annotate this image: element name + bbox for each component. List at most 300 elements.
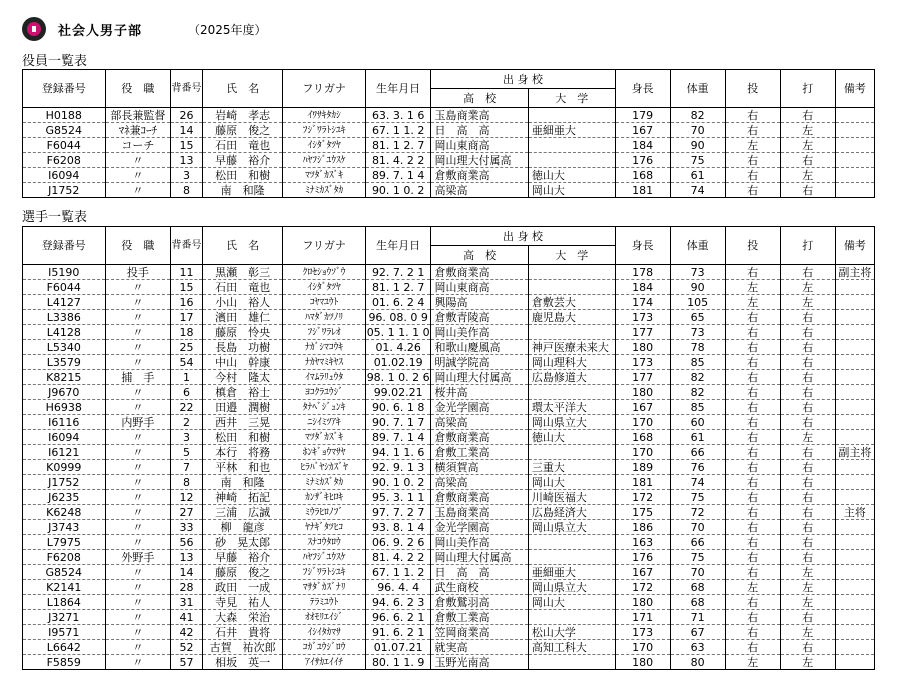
uniform-number: 26 <box>171 108 203 123</box>
note <box>835 168 874 183</box>
weight: 105 <box>670 295 725 310</box>
reg-number: G8524 <box>23 123 106 138</box>
col-university: 大 学 <box>528 89 615 108</box>
bats: 左 <box>780 580 835 595</box>
reg-number: K2141 <box>23 580 106 595</box>
note <box>835 565 874 580</box>
high-school: 倉敷工業高 <box>431 445 528 460</box>
weight: 82 <box>670 370 725 385</box>
height: 178 <box>615 265 670 280</box>
high-school: 玉野光南高 <box>431 655 528 670</box>
throws: 右 <box>725 370 780 385</box>
role: 部長兼監督 <box>105 108 171 123</box>
kana: ﾐﾅﾐｶｽﾞﾀｶ <box>283 475 366 490</box>
throws: 左 <box>725 280 780 295</box>
kana: ｲｼｲﾀｶﾏｻ <box>283 625 366 640</box>
role: 〃 <box>105 610 171 625</box>
weight: 66 <box>670 445 725 460</box>
role: 〃 <box>105 490 171 505</box>
weight: 70 <box>670 123 725 138</box>
reg-number: F5859 <box>23 655 106 670</box>
height: 179 <box>615 108 670 123</box>
table-row <box>23 460 875 475</box>
name: 岩崎 孝志 <box>202 108 282 123</box>
note <box>835 475 874 490</box>
uniform-number: 13 <box>171 550 203 565</box>
height: 184 <box>615 280 670 295</box>
high-school: 桜井高 <box>431 385 528 400</box>
birth-date: 05. 1 1. 1 0 <box>366 325 430 339</box>
uniform-number: 2 <box>171 415 203 430</box>
birth-date: 81. 1 2. 7 <box>365 280 431 295</box>
throws: 右 <box>725 168 780 183</box>
bats: 右 <box>780 265 835 280</box>
weight: 70 <box>670 520 725 535</box>
kana: ﾎﾝｷﾞｮｳﾏｻﾔ <box>283 445 366 460</box>
name: 中山 幹康 <box>202 355 282 370</box>
university: 環太平洋大 <box>528 400 615 415</box>
note <box>835 385 874 400</box>
kana: ﾅｶﾔﾏﾐｷﾔｽ <box>283 355 366 370</box>
kana: ﾌｼﾞﾜﾗﾄｼﾕｷ <box>283 123 366 138</box>
col-kana: フリガナ <box>283 227 366 265</box>
birth-date: 01. 6. 2 4 <box>365 295 431 310</box>
uniform-number: 5 <box>171 445 203 460</box>
kana: ﾏﾂﾀﾞｶｽﾞｷ <box>283 430 366 445</box>
note <box>835 310 874 325</box>
uniform-number: 3 <box>171 430 203 445</box>
reg-number: F6208 <box>23 550 106 565</box>
uniform-number: 33 <box>171 520 203 535</box>
university: 徳山大 <box>528 430 615 445</box>
throws: 右 <box>725 490 780 505</box>
bats: 右 <box>780 505 835 520</box>
uniform-number: 1 <box>171 370 203 385</box>
high-school: 岡山理大付属高 <box>431 370 528 385</box>
col-reg-number: 登録番号 <box>23 70 106 108</box>
reg-number: J3743 <box>23 520 106 535</box>
uniform-number: 3 <box>171 168 203 183</box>
bats: 右 <box>780 385 835 400</box>
role: 〃 <box>105 625 171 640</box>
university <box>528 550 615 565</box>
throws: 右 <box>725 153 780 168</box>
col-kana: フリガナ <box>283 70 366 108</box>
officers-table <box>22 69 875 198</box>
uniform-number: 6 <box>171 385 203 400</box>
height: 186 <box>615 520 670 535</box>
table-row <box>23 520 875 535</box>
throws: 右 <box>725 550 780 565</box>
name: 西井 三晃 <box>202 415 282 430</box>
officers-section-title: 役員一覧表 <box>22 54 88 69</box>
name: 松田 和樹 <box>202 168 282 183</box>
throws: 右 <box>725 340 780 355</box>
birth-date: 01. 4.26 <box>365 340 431 355</box>
kana: ｲｼﾀﾞﾀﾂﾔ <box>283 138 366 153</box>
high-school: 明誠学院高 <box>431 355 528 370</box>
high-school: 岡山理大付属高 <box>431 153 528 168</box>
col-birth-date: 生年月日 <box>365 227 431 265</box>
name: 本行 将務 <box>202 445 282 460</box>
kana: ﾃﾗﾐﾕｳﾄ <box>283 595 366 610</box>
birth-date: 96. 6. 2 1 <box>365 610 431 625</box>
kana: ｲﾏﾑﾗﾘｭｳﾀ <box>283 370 366 385</box>
university: 広島修道大 <box>528 370 615 385</box>
name: 三浦 広誠 <box>202 505 282 520</box>
high-school: 倉敷工業高 <box>431 610 528 625</box>
note <box>835 400 874 415</box>
note <box>835 415 874 430</box>
bats: 左 <box>780 595 835 610</box>
note <box>835 520 874 535</box>
kana: ｺﾔﾏﾕｳﾄ <box>283 295 366 310</box>
height: 181 <box>615 475 670 490</box>
height: 170 <box>615 445 670 460</box>
weight: 71 <box>670 610 725 625</box>
throws: 左 <box>725 295 780 310</box>
throws: 右 <box>725 535 780 550</box>
high-school: 高梁高 <box>431 415 528 430</box>
name: 小山 裕人 <box>202 295 282 310</box>
reg-number: I6094 <box>23 430 106 445</box>
weight: 68 <box>670 580 725 595</box>
name: 柳 龍彦 <box>202 520 282 535</box>
note: 副主将 <box>835 265 874 280</box>
col-bats: 打 <box>780 227 835 265</box>
col-role: 役 職 <box>105 227 171 265</box>
reg-number: L7975 <box>23 535 106 550</box>
uniform-number: 18 <box>171 325 203 340</box>
high-school: 金光学園高 <box>431 520 528 535</box>
kana: ﾀﾅﾍﾞｼﾞｭﾝｷ <box>283 400 366 415</box>
high-school: 高梁高 <box>431 183 528 198</box>
height: 170 <box>615 415 670 430</box>
weight: 63 <box>670 640 725 655</box>
reg-number: L4127 <box>23 295 106 310</box>
university: 三重大 <box>528 460 615 475</box>
name: 砂 晃太郎 <box>202 535 282 550</box>
note <box>835 580 874 595</box>
kana: ｽﾅｺｳﾀﾛｳ <box>283 535 366 550</box>
note <box>835 355 874 370</box>
col-reg-number: 登録番号 <box>23 227 106 265</box>
name: 石井 貴将 <box>202 625 282 640</box>
kana: ｶﾝｻﾞｷﾋﾛｷ <box>283 490 366 505</box>
weight: 74 <box>670 475 725 490</box>
weight: 78 <box>670 340 725 355</box>
birth-date: 89. 7. 1 4 <box>365 430 431 445</box>
uniform-number: 8 <box>171 183 203 198</box>
table-row <box>23 535 875 550</box>
col-throws: 投 <box>725 227 780 265</box>
reg-number: F6044 <box>23 280 106 295</box>
kana: ﾌｼﾞﾜﾗﾚｵ <box>283 325 366 340</box>
table-row <box>23 310 875 325</box>
bats: 左 <box>780 430 835 445</box>
reg-number: J3271 <box>23 610 106 625</box>
bats: 右 <box>780 153 835 168</box>
role: 〃 <box>105 655 171 670</box>
table-row <box>23 625 875 640</box>
throws: 右 <box>725 108 780 123</box>
high-school: 日 高 高 <box>431 565 528 580</box>
height: 170 <box>615 640 670 655</box>
birth-date: 98. 1 0. 2 6 <box>366 370 430 384</box>
role: 外野手 <box>105 550 171 565</box>
kana: ﾋﾗﾊﾞﾔｼｶｽﾞﾔ <box>283 460 366 475</box>
name: 早藤 裕介 <box>202 550 282 565</box>
height: 180 <box>615 340 670 355</box>
reg-number: I6094 <box>23 168 106 183</box>
bats: 左 <box>780 138 835 153</box>
throws: 右 <box>725 310 780 325</box>
table-row <box>23 430 875 445</box>
note <box>835 123 874 138</box>
weight: 75 <box>670 550 725 565</box>
name: 大森 栄治 <box>202 610 282 625</box>
uniform-number: 25 <box>171 340 203 355</box>
note <box>835 340 874 355</box>
high-school: 興陽高 <box>431 295 528 310</box>
birth-date: 92. 9. 1 3 <box>365 460 431 475</box>
bats: 左 <box>780 123 835 138</box>
university: 岡山大 <box>528 475 615 490</box>
bats: 右 <box>780 640 835 655</box>
university <box>528 325 615 340</box>
note <box>835 153 874 168</box>
birth-date: 01.02.19 <box>365 355 431 370</box>
university <box>528 108 615 123</box>
high-school: 高梁高 <box>431 475 528 490</box>
high-school: 倉敷商業高 <box>431 265 528 280</box>
col-name: 氏 名 <box>202 227 282 265</box>
table-row <box>23 183 875 198</box>
birth-date: 96. 4. 4 <box>365 580 431 595</box>
col-weight: 体重 <box>670 70 725 108</box>
university <box>528 445 615 460</box>
page-header <box>22 14 267 44</box>
height: 189 <box>615 460 670 475</box>
bats: 右 <box>780 108 835 123</box>
col-high-school: 高 校 <box>431 89 528 108</box>
note <box>835 655 874 670</box>
birth-date: 81. 1 2. 7 <box>365 138 431 153</box>
uniform-number: 7 <box>171 460 203 475</box>
reg-number: I9571 <box>23 625 106 640</box>
high-school: 岡山東商高 <box>431 138 528 153</box>
birth-date: 90. 1 0. 2 <box>365 475 431 490</box>
birth-date: 67. 1 1. 2 <box>365 565 431 580</box>
reg-number: H6938 <box>23 400 106 415</box>
season-year: （2025年度） <box>188 22 267 37</box>
table-row <box>23 280 875 295</box>
note <box>835 138 874 153</box>
table-row <box>23 415 875 430</box>
table-row <box>23 490 875 505</box>
throws: 右 <box>725 595 780 610</box>
note <box>835 325 874 340</box>
note <box>835 490 874 505</box>
name: 神崎 拓記 <box>202 490 282 505</box>
high-school: 岡山東商高 <box>431 280 528 295</box>
high-school: 玉島商業高 <box>431 108 528 123</box>
university: 松山大学 <box>528 625 615 640</box>
birth-date: 81. 4. 2 2 <box>365 153 431 168</box>
university: 神戸医療未来大 <box>528 340 615 355</box>
role: 〃 <box>105 595 171 610</box>
table-row <box>23 400 875 415</box>
col-high-school: 高 校 <box>431 246 528 265</box>
birth-date: 90. 7. 1 7 <box>365 415 431 430</box>
weight: 66 <box>670 535 725 550</box>
page-title: 社会人男子部 <box>58 23 143 39</box>
birth-date: 93. 8. 1 4 <box>365 520 431 535</box>
university: 倉敷芸大 <box>528 295 615 310</box>
table-row <box>23 340 875 355</box>
height: 176 <box>615 153 670 168</box>
bats: 右 <box>780 445 835 460</box>
reg-number: F6044 <box>23 138 106 153</box>
reg-number: J6235 <box>23 490 106 505</box>
reg-number: H0188 <box>23 108 106 123</box>
university: 亜細亜大 <box>528 123 615 138</box>
height: 181 <box>615 183 670 198</box>
bats: 右 <box>780 415 835 430</box>
weight: 60 <box>670 415 725 430</box>
high-school: 玉島商業高 <box>431 505 528 520</box>
kana: ﾏｻﾀﾞｶｽﾞﾅﾘ <box>283 580 366 595</box>
kana: ｸﾛｾｼｮｳｿﾞｳ <box>283 265 366 280</box>
name: 石田 竜也 <box>202 280 282 295</box>
uniform-number: 41 <box>171 610 203 625</box>
weight: 67 <box>670 625 725 640</box>
weight: 90 <box>670 138 725 153</box>
throws: 右 <box>725 610 780 625</box>
table-row <box>23 640 875 655</box>
col-uniform-number: 背番号 <box>171 227 203 265</box>
throws: 右 <box>725 640 780 655</box>
height: 174 <box>615 295 670 310</box>
bats: 右 <box>780 520 835 535</box>
col-birth-date: 生年月日 <box>365 70 431 108</box>
high-school: 和歌山慶風高 <box>431 340 528 355</box>
bats: 右 <box>780 340 835 355</box>
high-school: 岡山美作高 <box>431 325 528 340</box>
table-row <box>23 168 875 183</box>
team-logo-icon <box>22 17 46 41</box>
throws: 右 <box>725 445 780 460</box>
uniform-number: 14 <box>171 565 203 580</box>
role: 〃 <box>105 153 171 168</box>
kana: ｱｲｻｶｴｲｲﾁ <box>283 655 366 670</box>
reg-number: K0999 <box>23 460 106 475</box>
col-height: 身長 <box>615 227 670 265</box>
university: 高知工科大 <box>528 640 615 655</box>
university: 川崎医福大 <box>528 490 615 505</box>
name: 藤原 俊之 <box>202 123 282 138</box>
table-row <box>23 445 875 460</box>
uniform-number: 28 <box>171 580 203 595</box>
reg-number: L6642 <box>23 640 106 655</box>
weight: 65 <box>670 310 725 325</box>
high-school: 岡山理大付属高 <box>431 550 528 565</box>
university: 鹿児島大 <box>528 310 615 325</box>
name: 政田 一成 <box>202 580 282 595</box>
table-row <box>23 565 875 580</box>
kana: ｺｶﾞﾕｳｼﾞﾛｳ <box>283 640 366 655</box>
reg-number: K8215 <box>23 370 106 385</box>
note <box>835 460 874 475</box>
university: 広島経済大 <box>528 505 615 520</box>
reg-number: K6248 <box>23 505 106 520</box>
note <box>835 640 874 655</box>
name: 松田 和樹 <box>202 430 282 445</box>
throws: 左 <box>725 655 780 670</box>
throws: 右 <box>725 520 780 535</box>
role: 〃 <box>105 565 171 580</box>
name: 藤原 俊之 <box>202 565 282 580</box>
height: 173 <box>615 310 670 325</box>
bats: 右 <box>780 370 835 385</box>
bats: 左 <box>780 280 835 295</box>
weight: 75 <box>670 490 725 505</box>
throws: 右 <box>725 415 780 430</box>
high-school: 武生商校 <box>431 580 528 595</box>
high-school: 日 高 高 <box>431 123 528 138</box>
birth-date: 01.07.21 <box>365 640 431 655</box>
col-school: 出 身 校 <box>431 70 615 89</box>
throws: 右 <box>725 430 780 445</box>
uniform-number: 22 <box>171 400 203 415</box>
birth-date: 99.02.21 <box>365 385 431 400</box>
weight: 73 <box>670 325 725 340</box>
reg-number: I6116 <box>23 415 106 430</box>
kana: ｲﾜｻｷﾀｶｼ <box>283 108 366 123</box>
name: 黒瀬 彰三 <box>202 265 282 280</box>
height: 168 <box>615 168 670 183</box>
height: 180 <box>615 655 670 670</box>
throws: 右 <box>725 475 780 490</box>
height: 167 <box>615 400 670 415</box>
university: 岡山大 <box>528 595 615 610</box>
table-row <box>23 123 875 138</box>
university <box>528 280 615 295</box>
role: 〃 <box>105 475 171 490</box>
birth-date: 97. 7. 2 7 <box>365 505 431 520</box>
role: 〃 <box>105 520 171 535</box>
name: 古賀 祐次郎 <box>202 640 282 655</box>
role: 〃 <box>105 295 171 310</box>
players-section-title: 選手一覧表 <box>22 210 88 225</box>
reg-number: G8524 <box>23 565 106 580</box>
name: 南 和隆 <box>202 183 282 198</box>
height: 167 <box>615 123 670 138</box>
note <box>835 430 874 445</box>
kana: ﾆｼｲﾐﾂｱｷ <box>283 415 366 430</box>
weight: 80 <box>670 655 725 670</box>
role: 〃 <box>105 640 171 655</box>
bats: 左 <box>780 168 835 183</box>
weight: 85 <box>670 400 725 415</box>
uniform-number: 13 <box>171 153 203 168</box>
birth-date: 91. 6. 2 1 <box>365 625 431 640</box>
kana: ｵｵﾓﾘｴｲｼﾞ <box>283 610 366 625</box>
high-school: 岡山美作高 <box>431 535 528 550</box>
high-school: 笠岡商業高 <box>431 625 528 640</box>
name: 田邉 潤樹 <box>202 400 282 415</box>
university: 岡山大 <box>528 183 615 198</box>
